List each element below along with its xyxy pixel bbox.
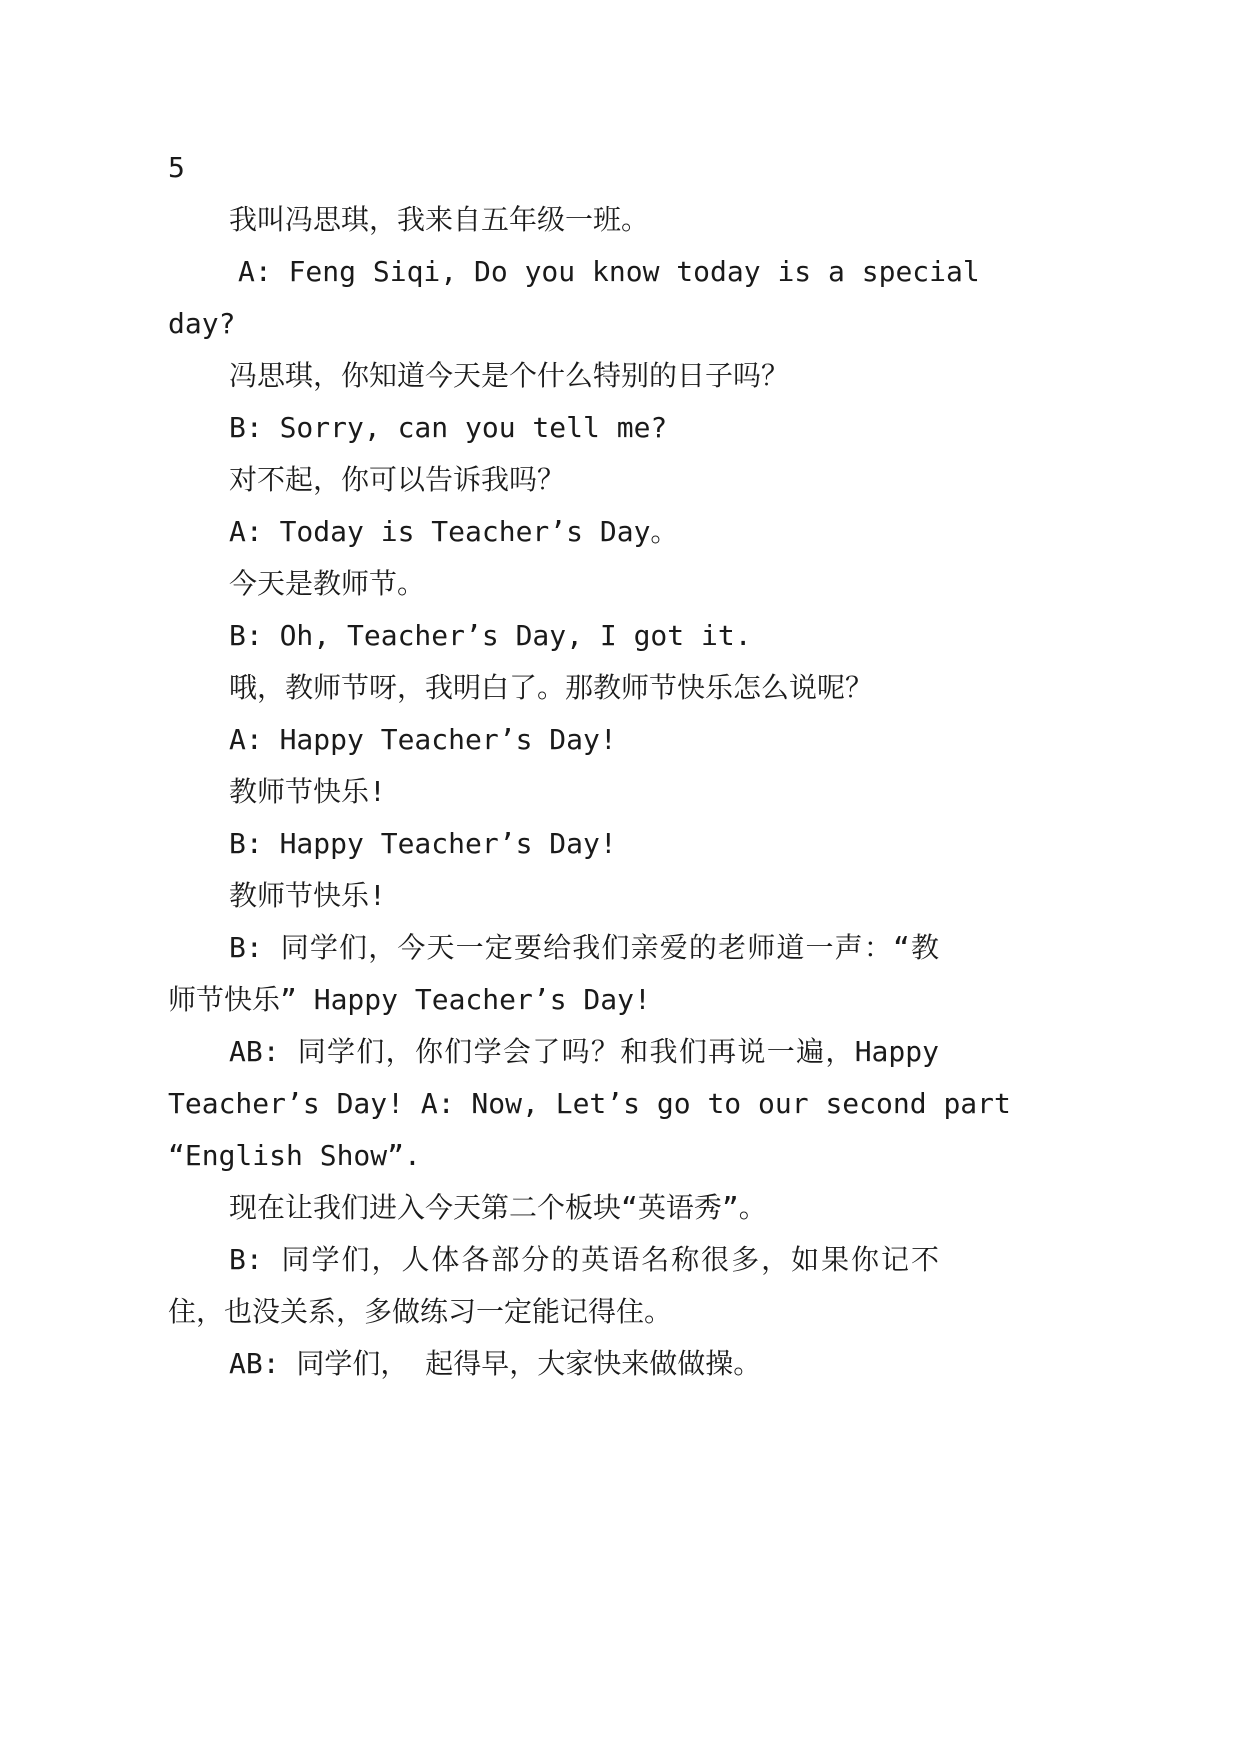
text-line: 哦，教师节呀，我明白了。那教师节快乐怎么说呢？ (229, 671, 874, 704)
text-line: 教师节快乐! (229, 775, 386, 808)
text-line: “English Show”. (168, 1139, 421, 1172)
text-line: B: Sorry, can you tell me? (229, 411, 668, 444)
text-line: 今天是教师节。 (229, 567, 426, 600)
text-line: day? (168, 307, 236, 340)
text-line: 对不起，你可以告诉我吗？ (229, 463, 566, 496)
text-line: A: Happy Teacher’s Day! (229, 723, 617, 756)
text-line: AB: 同学们，你们学会了吗？和我们再说一遍，Happy (229, 1035, 939, 1068)
text-line: A: Feng Siqi, Do you know today is a special (238, 255, 980, 288)
text-line: 冯思琪，你知道今天是个什么特别的日子吗？ (229, 359, 790, 392)
text-line: A: Today is Teacher’s Day。 (229, 515, 679, 548)
text-line: 我叫冯思琪，我来自五年级一班。 (229, 203, 650, 236)
text-line: Teacher’s Day! A: Now, Let’s go to our second part (168, 1087, 1011, 1120)
text-line: B: 同学们，今天一定要给我们亲爱的老师道一声：“教 (229, 931, 939, 964)
text-line: 师节快乐” Happy Teacher’s Day! (168, 983, 651, 1016)
text-line: 住，也没关系，多做练习一定能记得住。 (168, 1295, 673, 1328)
text-line: B: Oh, Teacher’s Day, I got it. (229, 619, 752, 652)
text-line: B: 同学们，人体各部分的英语名称很多，如果你记不 (229, 1243, 939, 1276)
page-number: 5 (168, 151, 185, 184)
text-line: 教师节快乐! (229, 879, 386, 912)
text-line: 现在让我们进入今天第二个板块“英语秀”。 (229, 1191, 767, 1224)
text-line: B: Happy Teacher’s Day! (229, 827, 617, 860)
text-line: AB: 同学们， 起得早，大家快来做做操。 (229, 1347, 762, 1380)
